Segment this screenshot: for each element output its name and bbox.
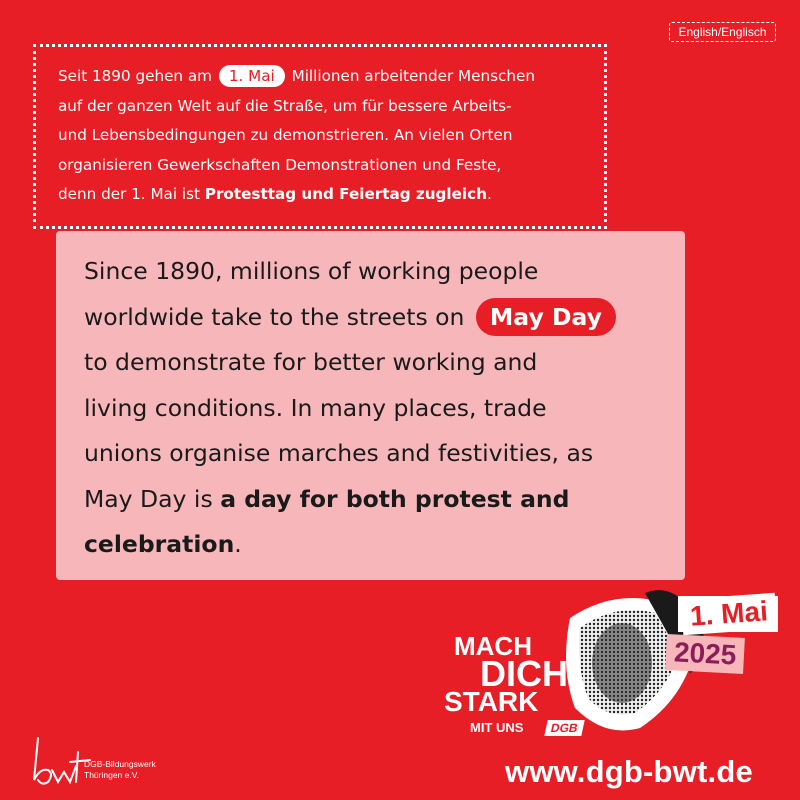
dgb-logo: DGB xyxy=(544,720,584,736)
german-line-1: Seit 1890 gehen am 1. Mai Millionen arbeitender Menschen xyxy=(58,67,535,85)
english-line-1: Since 1890, millions of working people xyxy=(84,257,539,285)
may-day-highlight: May Day xyxy=(476,298,616,336)
german-line-2: auf der ganzen Welt auf die Straße, um für bessere Arbeits- xyxy=(58,96,512,115)
german-line-3: und Lebensbedingungen zu demonstrieren. An vielen Orten xyxy=(58,126,513,145)
english-line-2: worldwide take to the streets on May Day xyxy=(84,295,665,341)
english-line-5: unions organise marches and festivities, as xyxy=(84,439,594,467)
english-line-6: May Day is a day for both protest and xyxy=(84,484,570,513)
language-toggle-badge[interactable]: English/Englisch xyxy=(669,22,776,42)
organization-name: DGB-Bildungswerk Thüringen e.V. xyxy=(84,759,156,780)
year-badge: 2025 xyxy=(665,634,745,674)
english-line-7: celebration. xyxy=(84,530,242,558)
may-first-highlight: 1. Mai xyxy=(219,65,285,87)
german-bold-phrase: Protesttag und Feiertag zugleich xyxy=(204,185,487,204)
date-badge: 1. Mai xyxy=(681,593,777,635)
english-line-4: living conditions. In many places, trade xyxy=(84,393,547,422)
german-line-4: organisieren Gewerkschaften Demonstrationen und Feste, xyxy=(58,155,502,174)
german-line-5: denn der 1. Mai ist Protesttag und Feiertag zugleich. xyxy=(58,185,492,204)
english-text-box xyxy=(56,231,685,580)
campaign-line-stark: STARK xyxy=(444,686,539,717)
english-bold-phrase: a day for both protest and xyxy=(220,484,570,513)
campaign-line-mach: MACH xyxy=(454,631,532,661)
website-link[interactable]: www.dgb-bwt.de xyxy=(505,754,753,789)
campaign-line-dich: DICH xyxy=(480,653,568,694)
german-text-box xyxy=(33,44,607,229)
english-line-3: to demonstrate for better working and xyxy=(84,348,538,376)
campaign-line-mit-uns: MIT UNS xyxy=(470,720,524,735)
campaign-logo xyxy=(440,578,785,748)
